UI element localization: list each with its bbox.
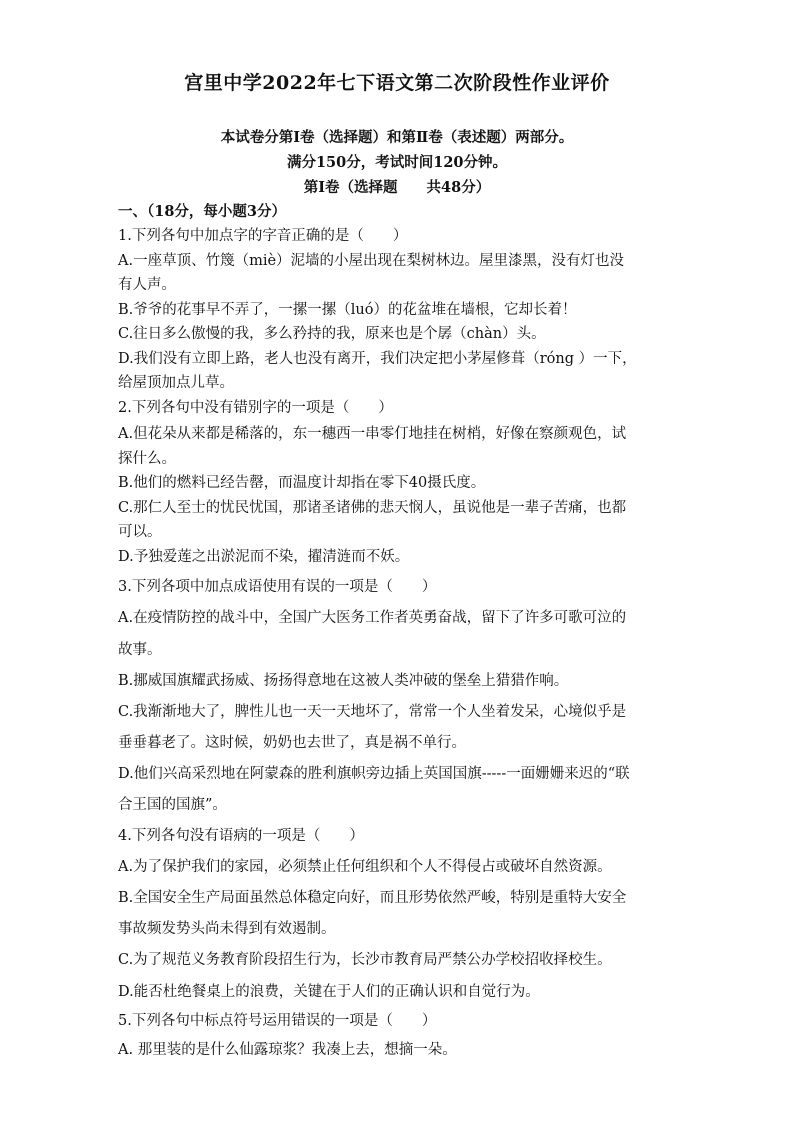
q5-option-a: A. 那里装的是什么仙露琼浆？我凑上去，想摘一朵。 (118, 1042, 457, 1058)
q2-option-a: A.但花朵从来都是稀落的，东一穗西一串零仃地挂在树梢，好像在察颜观色，试 (118, 426, 627, 442)
q4-option-c: C.为了规范义务教育阶段招生行为，长沙市教育局严禁公办学校招收择校生。 (118, 952, 612, 968)
intro-line-1: 本试卷分第Ⅰ卷（选择题）和第Ⅱ卷（表述题）两部分。 (220, 129, 574, 146)
q4-option-b-cont: 事故频发势头尚未得到有效遏制。 (118, 921, 336, 937)
q1-option-b: B.爷爷的花事早不弄了，一摞一摞（luó）的花盆堆在墙根，它却长着！ (118, 302, 577, 318)
page-title: 宫里中学2022年七下语文第二次阶段性作业评价 (184, 72, 610, 94)
q2-option-b: B.他们的燃料已经告罄，而温度计却指在零下40摄氏度。 (118, 475, 486, 491)
q2-option-c: C.那仁人至士的忧民忧国，那诸圣诸佛的悲天悯人，虽说他是一辈子苦痛，也都 (118, 500, 627, 516)
q3-option-a-cont: 故事。 (118, 642, 162, 658)
q3-option-b: B.挪威国旗耀武扬威、扬扬得意地在这被人类冲破的堡垒上猎猎作响。 (118, 673, 569, 689)
q2-option-c-cont: 可以。 (118, 524, 162, 540)
q3-option-c-cont: 垂垂暮老了。这时候，奶奶也去世了，真是祸不单行。 (118, 735, 466, 751)
q1-option-c: C.往日多么傲慢的我，多么矜持的我，原来也是个孱（chàn）头。 (118, 326, 546, 342)
question-5-stem: 5.下列各句中标点符号运用错误的一项是（ ） (118, 1013, 437, 1029)
q3-option-a: A.在疫情防控的战斗中，全国广大医务工作者英勇奋战，留下了许多可歌可泣的 (118, 610, 627, 626)
q4-option-d: D.能否杜绝餐桌上的浪费，关键在于人们的正确认识和自觉行为。 (118, 984, 540, 1000)
q2-option-d: D.予独爱莲之出淤泥而不染，擢清涟而不妖。 (118, 549, 410, 565)
q1-option-d-cont: 给屋顶加点儿草。 (118, 375, 234, 391)
q3-option-d-cont: 合王国的国旗”。 (118, 797, 227, 813)
q4-option-a: A.为了保护我们的家园，必须禁止任何组织和个人不得侵占或破坏自然资源。 (118, 859, 612, 875)
intro-line-3: 第Ⅰ卷（选择题 共48分） (303, 179, 491, 196)
q1-option-a: A.一座草顶、竹篾（miè）泥墙的小屋出现在梨树林边。屋里漆黑，没有灯也没 (118, 253, 625, 269)
q1-option-d: D.我们没有立即上路，老人也没有离开，我们决定把小茅屋修葺（róng ）一下， (118, 351, 637, 367)
q4-option-b: B.全国安全生产局面虽然总体稳定向好，而且形势依然严峻，特别是重特大安全 (118, 890, 627, 906)
question-3-stem: 3.下列各项中加点成语使用有误的一项是（ ） (118, 579, 437, 595)
q1-option-a-cont: 有人声。 (118, 277, 176, 293)
question-4-stem: 4.下列各句没有语病的一项是（ ） (118, 828, 364, 844)
question-1-stem: 1.下列各句中加点字的字音正确的是（ ） (118, 228, 408, 244)
q3-option-d: D.他们兴高采烈地在阿蒙森的胜利旗帜旁边插上英国国旗-----一面姗姗来迟的“联 (118, 766, 630, 782)
section-heading: 一、（18分，每小题3分） (118, 203, 287, 220)
intro-line-2: 满分150分，考试时间120分钟。 (286, 154, 508, 171)
q3-option-c: C.我渐渐地大了，脾性儿也一天一天地坏了，常常一个人坐着发呆，心境似乎是 (118, 704, 627, 720)
q2-option-a-cont: 探什么。 (118, 451, 176, 467)
question-2-stem: 2.下列各句中没有错别字的一项是（ ） (118, 400, 393, 416)
